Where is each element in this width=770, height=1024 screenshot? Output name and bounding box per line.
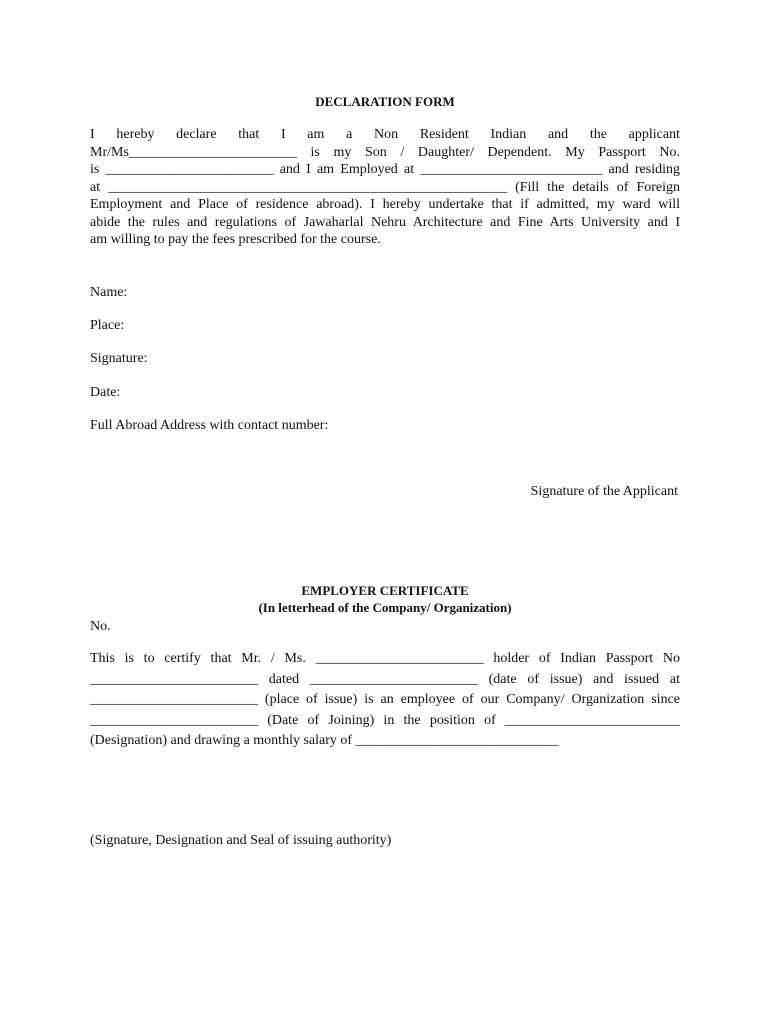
declaration-title: DECLARATION FORM [315,94,455,109]
abroad-address-label: Full Abroad Address with contact number: [90,418,329,433]
employer-line: ________________________ (Date of Joining) in the position of _________________________ [90,712,680,728]
declaration-line: at _________________________________________________________ (Fill the details of Foreign [90,179,680,195]
certificate-number-label: No. [90,619,111,634]
declaration-line: abide the rules and regulations of Jawaharlal Nehru Architecture and Fine Arts University and I [90,214,680,230]
employer-certificate-subtitle: (In letterhead of the Company/ Organization) [258,600,512,615]
date-label: Date: [90,385,121,400]
declaration-line: I hereby declare that I am a Non Resident Indian and the applicant [90,127,680,142]
employer-line: This is to certify that Mr. / Ms. ________________________ holder of Indian Passport No [90,651,680,666]
place-label: Place: [90,318,125,333]
signature-label: Signature: [90,351,148,366]
employer-paragraph [90,649,680,752]
employer-line: ________________________ dated ________________________ (date of issue) and issued at [90,671,680,687]
declaration-line: Mr/Ms________________________ is my Son / Daughter/ Dependent. My Passport No. [90,144,680,160]
declaration-line: Employment and Place of residence abroad). I hereby undertake that if admitted, my ward will [90,197,680,212]
name-label: Name: [90,285,128,300]
applicant-signature-label: Signature of the Applicant [530,484,678,499]
declaration-paragraph [90,126,680,249]
authority-signature-label: (Signature, Designation and Seal of issuing authority) [90,833,392,848]
declaration-line: am willing to pay the fees prescribed for the course. [90,232,381,247]
declaration-line: is ________________________ and I am Employed at __________________________ and residing [90,162,680,177]
employer-certificate-title: EMPLOYER CERTIFICATE [301,583,469,598]
employer-line: (Designation) and drawing a monthly salary of _____________________________ [90,733,559,748]
employer-line: ________________________ (place of issue) is an employee of our Company/ Organization since [90,692,680,707]
